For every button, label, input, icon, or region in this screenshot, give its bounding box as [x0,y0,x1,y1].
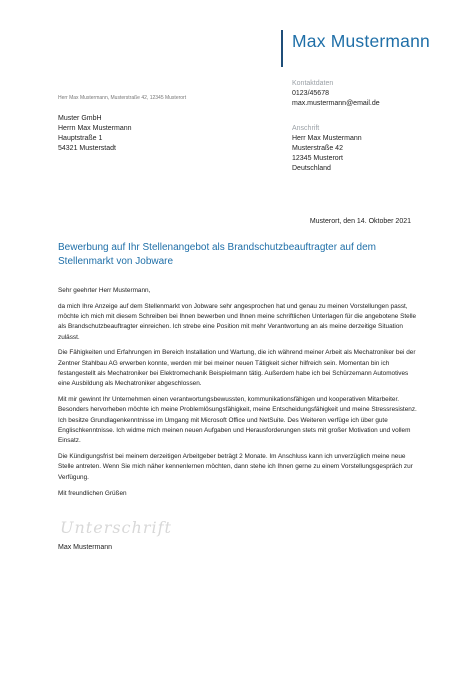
address-line: Herr Max Mustermann [292,135,362,142]
address-line: 12345 Musterort [292,155,343,162]
header-accent-line [281,30,283,67]
contact-block [292,79,380,109]
recipient-address [58,114,132,154]
address-block [292,124,362,174]
signature: Unterschrift [60,518,172,537]
address-label: Anschrift [292,125,320,132]
recipient-line: Herrn Max Mustermann [58,125,132,132]
recipient-line: Hauptstraße 1 [58,135,103,142]
applicant-name-header: Max Mustermann [292,31,430,51]
letter-date: Musterort, den 14. Oktober 2021 [309,218,411,225]
sender-return-address: Herr Max Mustermann, Musterstraße 42, 12345 Musterort [58,95,187,101]
address-line: Musterstraße 42 [292,145,343,152]
contact-email: max.mustermann@email.de [292,100,380,107]
body-paragraph: Die Fähigkeiten und Erfahrungen im Bereich Installation und Wartung, die ich während meiner Arbeit als Mechatroniker bei der Zentner Stahlbau AG erwerben konnte, werden mir bei meiner neuen Tätigkeit sicher hilfreich sein. Momentan bin ich festangestellt als Mechatroniker bei Elektromechanik Beispielmann tätig. Außerdem habe ich bei Schürzemann Automotives eine Ausbildung als Mechatroniker abgeschlossen. [58,349,416,388]
body-paragraph: Die Kündigungsfrist bei meinem derzeitigen Arbeitgeber beträgt 2 Monate. Im Anschluss kann ich unverzüglich meine neue Stelle antreten. Wenn Sie mich näher kennenlernen möchten, dann stehe ich Ihnen gerne zu einem Vorstellungsgespräch zur Verfügung. [58,453,413,481]
signature-name: Max Mustermann [58,544,113,551]
body-paragraph: da mich Ihre Anzeige auf dem Stellenmarkt von Jobware sehr angesprochen hat und genau zu meinen Vorstellungen passt, möchte ich mich mit diesem Schreiben bei Ihnen bewerben und Ihnen meine schriftlichen Unterlagen für die angebotene Stelle als Brandschutzbeauftragter einreichen. Ich strebe eine Position mit mehr Verantwortung an als meine derzeitige Situation zulässt. [58,302,417,341]
recipient-line: 54321 Musterstadt [58,145,116,152]
contact-label: Kontaktdaten [292,80,334,87]
salutation: Sehr geehrter Herr Mustermann, [58,287,151,294]
address-line: Deutschland [292,165,331,172]
closing: Mit freundlichen Grüßen [58,489,127,497]
letter-body [58,286,418,504]
contact-phone: 0123/45678 [292,90,329,97]
body-paragraph: Mit mir gewinnt Ihr Unternehmen einen verantwortungsbewussten, kommunikationsfähigen und kooperativen Mitarbeiter. Besonders hervorheben möchte ich meine Problemlösungsfähigkeit, meine Entscheidungsfähigkeit und meine Stressresistenz. Ich besitze Grundlagenkenntnisse im Umgang mit Microsoft Office und NetSuite. Des Weiteren verfüge ich über gute Englischkenntnisse. Ich widme mich meinen neuen Aufgaben und Herausforderungen stets mit großer Motivation und vollem Einsatz. [58,396,417,445]
letter-subject: Bewerbung auf Ihr Stellenangebot als Brandschutzbeauftragter auf dem Stellenmarkt von Jobware [58,242,376,267]
recipient-line: Muster GmbH [58,115,102,122]
